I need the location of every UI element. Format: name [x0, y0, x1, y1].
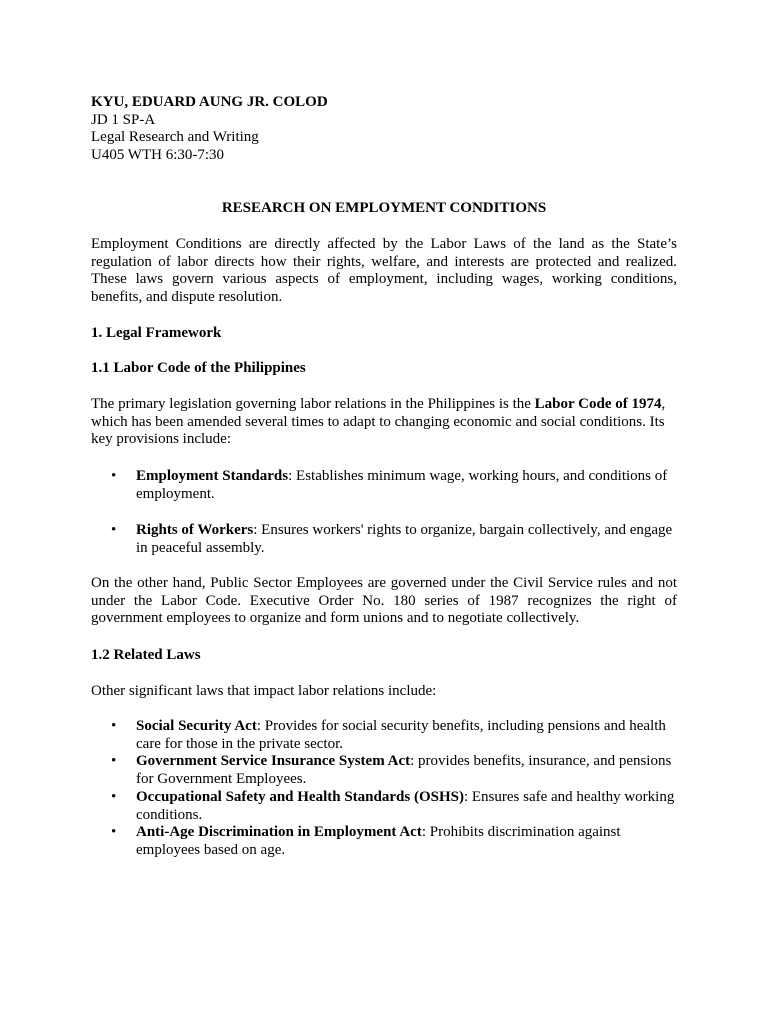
author-header — [91, 94, 677, 165]
section-1-2-heading: 1.2 Related Laws — [91, 647, 201, 663]
bullet-icon: • — [111, 468, 117, 484]
bullet-term: Government Service Insurance System Act — [136, 753, 411, 770]
list-item — [91, 789, 677, 824]
section-1-1-heading: 1.1 Labor Code of the Philippines — [91, 360, 306, 376]
course-name: Legal Research and Writing — [91, 129, 259, 146]
bullet-icon: • — [111, 753, 117, 770]
author-name: KYU, EDUARD AUNG JR. COLOD — [91, 94, 328, 110]
labor-code-name: Labor Code of 1974 — [534, 396, 662, 412]
bullet-text: : Prohibits discrimination against employees based on age. — [136, 824, 621, 858]
section-1-heading: 1. Legal Framework — [91, 325, 222, 341]
document-page — [91, 94, 677, 858]
bullet-icon: • — [111, 718, 117, 734]
document-title: RESEARCH ON EMPLOYMENT CONDITIONS — [221, 200, 547, 216]
labor-code-text-after: , which has been amended several times to adapt to changing economic and social conditions. Its key provisions include: — [91, 396, 666, 448]
bullet-icon: • — [111, 824, 117, 841]
bullet-text: : Ensures safe and healthy working conditions. — [136, 788, 675, 823]
bullet-icon: • — [111, 522, 117, 538]
bullet-term: Occupational Safety and Health Standards (OSHS) — [136, 788, 464, 805]
labor-code-text-before: The primary legislation governing labor relations in the Philippines is the — [91, 396, 535, 412]
related-laws-lead: Other significant laws that impact labor relations include: — [91, 683, 437, 699]
intro-paragraph: Employment Conditions are directly affected by the Labor Laws of the land as the State’s regulation of labor directs how their rights, welfare, and interests are protected and realized. These laws govern various aspects of employment, including wages, working conditions, benefits, and dispute resolution. — [91, 236, 677, 306]
list-item — [91, 468, 677, 503]
list-item — [91, 522, 677, 557]
bullet-icon: • — [111, 788, 117, 805]
bullet-text: : Ensures workers' rights to organize, bargain collectively, and engage in peaceful assembly. — [136, 522, 673, 556]
public-sector-paragraph: On the other hand, Public Sector Employees are governed under the Civil Service rules and not under the Labor Code. Executive Order No. 180 series of 1987 recognizes the right of government employees to organize and form unions and to negotiate collectively. — [91, 575, 677, 627]
bullet-term: Rights of Workers — [136, 522, 254, 538]
bullet-term: Anti-Age Discrimination in Employment Act — [136, 824, 422, 841]
class-section: JD 1 SP-A — [91, 111, 156, 128]
related-laws-bullet-list — [91, 718, 677, 860]
class-schedule: U405 WTH 6:30-7:30 — [91, 147, 225, 164]
bullet-term: Employment Standards — [136, 468, 289, 484]
bullet-text: : provides benefits, insurance, and pensions for Government Employees. — [136, 753, 672, 788]
bullet-text: : Provides for social security benefits, including pensions and health care for those in the private sector. — [136, 718, 666, 752]
list-item — [91, 753, 677, 788]
list-item — [91, 824, 677, 859]
labor-code-paragraph — [91, 396, 669, 449]
bullet-text: : Establishes minimum wage, working hours, and conditions of employment. — [136, 468, 668, 502]
list-item — [91, 718, 677, 753]
labor-code-bullet-list — [91, 468, 677, 503]
bullet-term: Social Security Act — [136, 718, 257, 734]
workers-rights-bullet-list — [91, 522, 677, 557]
